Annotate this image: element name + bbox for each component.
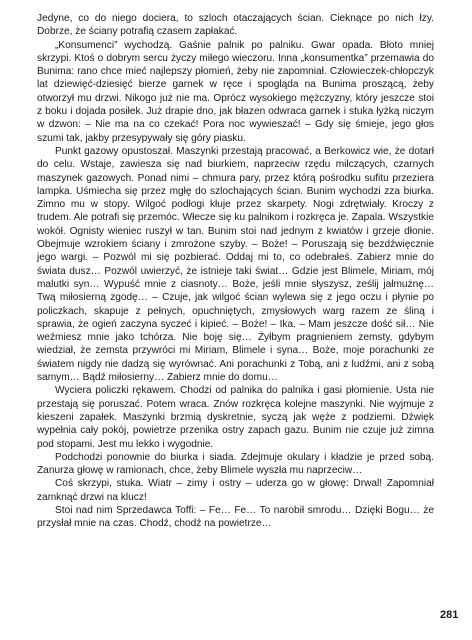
paragraph: Stoi nad nim Sprzedawca Toffi: – Fe… Fe… To narobił smrodu… Dzięki Bogu… że przysłał mnie na czas. Chodź, chodź na powietrze… [37,504,434,530]
paragraph: Jedyne, co do niego dociera, to szloch otaczających ścian. Cieknące po nich łzy. Dobrze, że ściany potrafią czasem zapłakać. [37,13,434,38]
paragraph: Punkt gazowy opustoszał. Maszynki przestają pracować, a Berkowicz wie, że dotarł do celu. Wstaje, zawiesza się nad biurkiem, naprzeciw rzędu milczących, czarnych maszynek gazowych. Ponad nimi – chmura pary, przez którą pośrodku sufitu przeziera lampka. Uśmiecha się przez mgłę do szlochających ścian. Bunim wychodzi zza biurka. Zimno mu w stopy. Wilgoć podłogi kłuje przez skarpety. Nogi zdrętwiały. Kroczy z trudem. Ale potrafi się przemóc. Włecze się ku palnikom i rozkręca je. Zapala. Wszystkie wokół. Ognisty wieniec ruszył w tan. Bunim stoi nad jednym z kwiatów i grzeje dłonie. Obejmuje wzrokiem ściany i zmrożone szyby. – Boże! – Poruszają się bezdźwięcznie jego wargi. – Pozwól mi się pozbierać. Oddaj mi to, co odebrałeś. Zabierz mnie do świata dusz… Pozwól uwierzyć, że istnieje taki świat… Gdzie jest Blimele, Miriam, mój malutki syn… Wypuść mnie z ciasnoty… Boże, jeśli mnie słyszysz, ześlij jałmużnę… Twą miłosierną zgodę… – Czuje, jak wilgoć ścian wylewa się z jego oczu i płynie po policzkach, skapuje z pełnych, opuchniętych, zmysłowych warg razem ze śliną i sprawia, że ogień zaczyna syczeć i kipieć. – Boże! – Ika. – Mam jeszcze dość sił… Nie weźmiesz mnie jako tchórza. Nie boję się… Żyłbym pragnieniem zemsty, gdybym wiedział, że zemsta przywróci mi Miriam, Blimele i syna… Boże, moje porachunki ze światem nigdy nie dadzą się wyrównać. Ani porachunki z Tobą, ani z ludźmi, ani z sobą samym… Bądź miłosierny… Zabierz mnie do domu… [37,145,434,384]
page-number: 281 [440,609,459,621]
paragraph: „Konsumenci” wychodzą. Gaśnie palnik po palniku. Gwar opada. Błoto mniej skrzypi. Ktoś o dobrym sercu życzy miłego wieczoru. Inna „konsumentka” przemawia do Bunima: rano chce mieć najlepszy płomień, żeby nie zapomniał. Człowieczek-chłopczyk lat dziewięć-dziesięć bierze garnek w ręce i spogląda na Bunima proszącą, żeby otworzył mu drzwi. Nikogo już nie ma. Oprócz wysokiego mężczyzny, który jeszcze stoi z boku i dojada posiłek. Już drapie dno, jak błazen odwraca garnek i stuka łyżką niczym w dzwon: – Nie ma na co czekać! Pora noc wywieszać! – Gdy się śmieje, jego głos szumi tak, jakby przesypywały się góry piasku. [37,39,434,144]
paragraph: Podchodzi ponownie do biurka i siada. Zdejmuje okulary i kładzie je przed sobą. Zanurza głowę w ramionach, chce, żeby Blimele wyszła mu naprzeciw… [37,451,434,477]
paragraph: Wyciera policzki rękawem. Chodzi od palnika do palnika i gasi płomienie. Usta nie przestają się poruszać. Potem wraca. Znów rozkręca kolejne maszynki. Nie wyjmuje z kieszeni zapałek. Maszynki brzmią dyskretnie, syczą jak węże z podziemi. Dźwięk wypełnia cały pokój, powietrze przenika ostry zapach gazu. Bunim nie czuje już zimna pod stopami. Jest mu lekko i wygodnie. [37,385,434,450]
paragraph: Coś skrzypi, stuka. Wiatr – zimy i ostry – uderza go w głowę: Drwal! Zapomniał zamknąć drzwi na klucz! [37,478,434,503]
page-text [37,12,434,531]
